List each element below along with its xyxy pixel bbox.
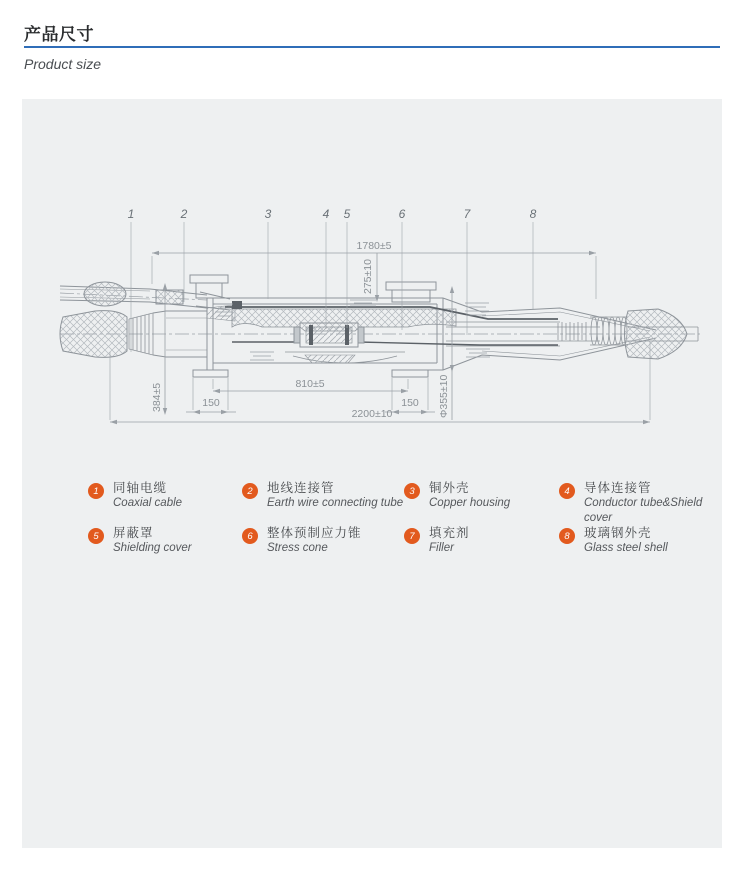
legend-number-badge: 7 bbox=[404, 528, 420, 544]
dim-label-384: 384±5 bbox=[151, 382, 163, 412]
legend-number-badge: 4 bbox=[559, 483, 575, 499]
legend-label-en: Filler bbox=[429, 542, 454, 554]
legend-label-en: Shielding cover bbox=[113, 542, 192, 554]
legend-item-coaxial-cable bbox=[88, 480, 242, 525]
legend-item-conductor-tube bbox=[559, 480, 729, 525]
legend-label-en: Earth wire connecting tube bbox=[267, 497, 404, 509]
callout-2: 2 bbox=[180, 207, 188, 221]
parts-legend bbox=[88, 480, 729, 570]
legend-item-earth-wire-tube bbox=[242, 480, 404, 525]
legend-number-badge: 2 bbox=[242, 483, 258, 499]
dim-label-150-left: 150 bbox=[202, 397, 220, 409]
legend-label-en: Conductor tube&Shield cover bbox=[584, 497, 703, 524]
joint-cross-section bbox=[60, 275, 698, 377]
callout-1: 1 bbox=[127, 207, 135, 221]
legend-item-shielding-cover bbox=[88, 525, 242, 570]
legend-label-zh: 铜外壳 bbox=[429, 481, 470, 495]
legend-number-badge: 5 bbox=[88, 528, 104, 544]
legend-number-badge: 6 bbox=[242, 528, 258, 544]
callout-8: 8 bbox=[529, 207, 537, 221]
legend-number-badge: 8 bbox=[559, 528, 575, 544]
legend-label-zh: 地线连接管 bbox=[267, 481, 335, 495]
callout-4: 4 bbox=[322, 207, 330, 221]
legend-item-glass-steel-shell bbox=[559, 525, 729, 570]
legend-number-badge: 1 bbox=[88, 483, 104, 499]
title-divider bbox=[24, 46, 720, 48]
dim-label-150-right: 150 bbox=[401, 397, 419, 409]
callout-3: 3 bbox=[264, 207, 272, 221]
dim-label-1780: 1780±5 bbox=[356, 240, 392, 252]
dim-label-275: 275±10 bbox=[362, 259, 374, 294]
legend-item-filler bbox=[404, 525, 559, 570]
legend-label-zh: 玻璃钢外壳 bbox=[584, 526, 652, 540]
page-title: 产品尺寸 bbox=[24, 25, 94, 44]
legend-label-zh: 屏蔽罩 bbox=[113, 526, 154, 540]
legend-label-en: Coaxial cable bbox=[113, 497, 183, 509]
legend-label-en: Copper housing bbox=[429, 497, 511, 509]
legend-label-zh: 导体连接管 bbox=[584, 481, 652, 495]
legend-label-zh: 整体预制应力锥 bbox=[267, 526, 362, 540]
dim-label-diameter: Φ355±10 bbox=[438, 374, 450, 418]
legend-label-zh: 填充剂 bbox=[429, 526, 470, 540]
page-subtitle: Product size bbox=[24, 56, 102, 72]
callout-7: 7 bbox=[463, 207, 471, 221]
legend-label-zh: 同轴电缆 bbox=[113, 481, 168, 495]
legend-item-copper-housing bbox=[404, 480, 559, 525]
cable-joint-technical-drawing bbox=[22, 99, 722, 459]
callout-6: 6 bbox=[398, 207, 406, 221]
dim-label-2200: 2200±10 bbox=[351, 408, 393, 420]
legend-item-stress-cone bbox=[242, 525, 404, 570]
legend-number-badge: 3 bbox=[404, 483, 420, 499]
dimension-lines bbox=[110, 251, 650, 424]
callout-5: 5 bbox=[343, 207, 351, 221]
legend-label-en: Stress cone bbox=[267, 542, 328, 554]
product-size-panel bbox=[22, 99, 722, 848]
legend-label-en: Glass steel shell bbox=[584, 542, 668, 554]
dim-label-810: 810±5 bbox=[295, 378, 325, 390]
